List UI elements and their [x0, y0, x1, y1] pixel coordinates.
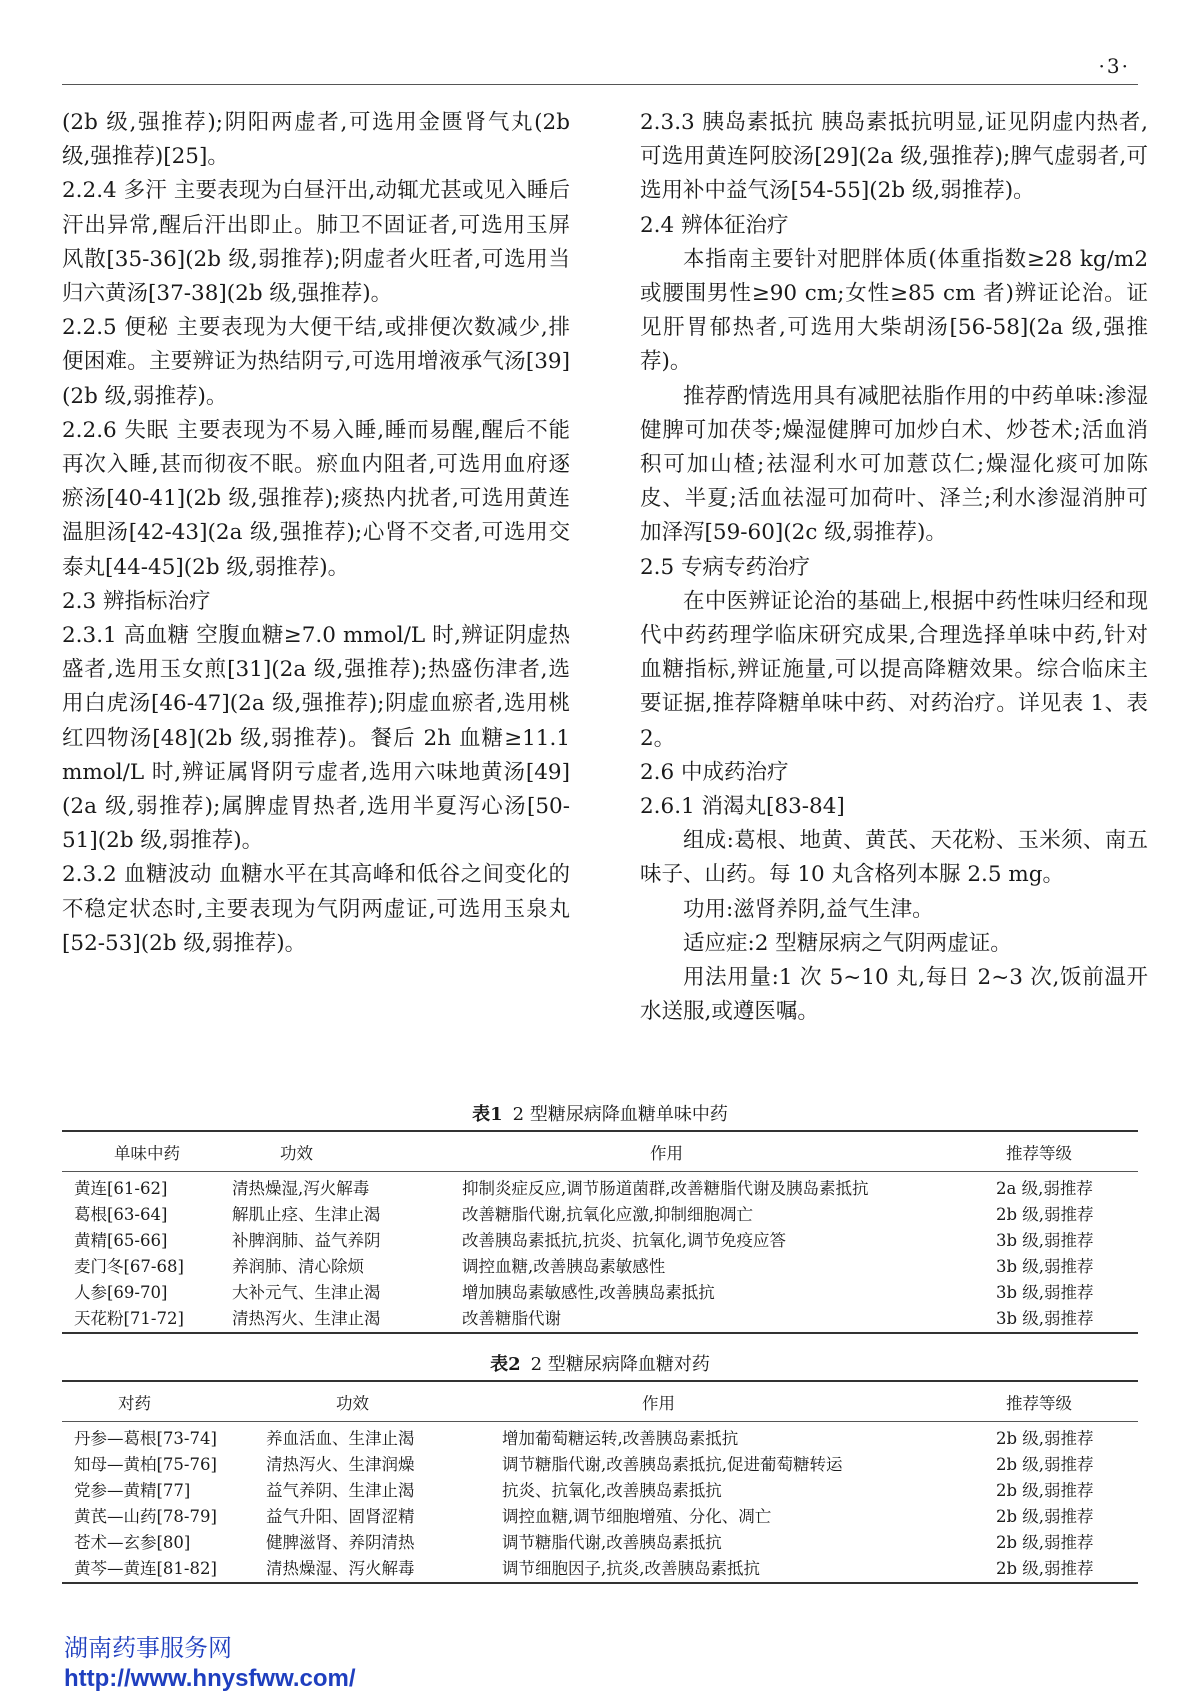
table-cell: 黄芪—山药[78-79]	[74, 1507, 217, 1526]
page-number: ·3·	[1098, 54, 1130, 78]
table-header: 单味中药	[62, 1131, 232, 1172]
table1-label: 表1	[472, 1104, 503, 1125]
table-cell: 大补元气、生津止渴	[232, 1283, 381, 1302]
left-column	[62, 106, 570, 961]
table-cell: 养血活血、生津止渴	[266, 1429, 415, 1448]
table-cell: 健脾滋肾、养阴清热	[266, 1533, 415, 1552]
table1-title: 2 型糖尿病降血糖单味中药	[512, 1104, 728, 1125]
table-header: 推荐等级	[962, 1131, 1138, 1172]
table-cell: 益气升阳、固肾涩精	[266, 1507, 415, 1526]
table-cell: 2b 级,弱推荐	[968, 1556, 1138, 1583]
paragraph: (2b 级,强推荐);阴阳两虚者,可选用金匮肾气丸(2b 级,强推荐)[25]。	[62, 110, 570, 170]
table-cell: 调控血糖,改善胰岛素敏感性	[462, 1257, 666, 1276]
table-cell: 知母—黄柏[75-76]	[74, 1455, 217, 1474]
section-2-3-1: 2.3.1 高血糖 空腹血糖≥7.0 mmol/L 时,辨证阴虚热盛者,选用玉女煎[31](2a 级,强推荐);热盛伤津者,选用白虎汤[46-47](2a 级,强推荐);阴虚血瘀者,选用桃红四物汤[48](2b 级,弱推荐)。餐后 2h 血糖≥11.1 mmol/L 时,辨证属肾阴亏虚者,选用六味地黄汤[49](2a 级,弱推荐);属脾虚胃热者,选用半夏泻心汤[50-51](2b 级,弱推荐)。	[62, 623, 570, 854]
table-cell: 养润肺、清心除烦	[232, 1257, 364, 1276]
table-row	[62, 1280, 1138, 1306]
table-cell: 调节糖脂代谢,改善胰岛素抵抗,促进葡萄糖转运	[502, 1455, 843, 1474]
table-cell: 改善糖脂代谢,抗氧化应激,抑制细胞凋亡	[462, 1205, 753, 1224]
section-heading-2-3: 2.3 辨指标治疗	[62, 588, 211, 614]
table-header: 对药	[62, 1381, 266, 1422]
table-cell: 2b 级,弱推荐	[996, 1481, 1094, 1500]
table-row	[62, 1254, 1138, 1280]
table-header: 功效	[232, 1131, 462, 1172]
paragraph: 本指南主要针对肥胖体质(体重指数≥28 kg/m2 或腰围男性≥90 cm;女性≥85 cm 者)辨证论治。证见肝胃郁热者,可选用大柴胡汤[56-58](2a 级,强推荐)。	[640, 246, 1148, 375]
table-cell: 天花粉[71-72]	[62, 1306, 232, 1333]
table-cell: 清热泻火、生津止渴	[232, 1306, 462, 1333]
section-2-2-5: 2.2.5 便秘 主要表现为大便干结,或排便次数减少,排便困难。主要辨证为热结阴亏,可选用增液承气汤[39](2b 级,弱推荐)。	[62, 315, 570, 409]
table-cell: 解肌止痉、生津止渴	[232, 1205, 381, 1224]
site-name: 湖南药事服务网	[64, 1634, 232, 1662]
table-cell: 苍术—玄参[80]	[74, 1533, 191, 1552]
table-row	[62, 1202, 1138, 1228]
table-cell: 增加胰岛素敏感性,改善胰岛素抵抗	[462, 1283, 715, 1302]
table-cell: 党参—黄精[77]	[74, 1481, 191, 1500]
paragraph: 组成:葛根、地黄、黄芪、天花粉、玉米须、南五味子、山药。每 10 丸含格列本脲 2.5 mg。	[640, 828, 1148, 888]
right-column	[640, 106, 1148, 1029]
table2-title: 2 型糖尿病降血糖对药	[530, 1354, 710, 1375]
table-row	[62, 1228, 1138, 1254]
table-cell: 黄精[65-66]	[74, 1231, 168, 1250]
table-cell: 抑制炎症反应,调节肠道菌群,改善糖脂代谢及胰岛素抵抗	[462, 1179, 869, 1198]
table-cell: 改善糖脂代谢	[462, 1306, 962, 1333]
table-row	[62, 1504, 1138, 1530]
table2-label: 表2	[490, 1354, 521, 1375]
table-cell: 抗炎、抗氧化,改善胰岛素抵抗	[502, 1481, 722, 1500]
table2	[62, 1380, 1138, 1584]
table-cell: 清热燥湿,泻火解毒	[232, 1179, 370, 1198]
section-2-6-1: 2.6.1 消渴丸[83-84]	[640, 794, 845, 820]
table-row	[62, 1478, 1138, 1504]
section-2-3-2: 2.3.2 血糖波动 血糖水平在其高峰和低谷之间变化的不稳定状态时,主要表现为气阴两虚证,可选用玉泉丸[52-53](2b 级,弱推荐)。	[62, 862, 570, 956]
table-cell: 改善胰岛素抵抗,抗炎、抗氧化,调节免疫应答	[462, 1231, 786, 1250]
section-2-2-6: 2.2.6 失眠 主要表现为不易入睡,睡而易醒,醒后不能再次入睡,甚而彻夜不眠。瘀血内阻者,可选用血府逐瘀汤[40-41](2b 级,强推荐);痰热内扰者,可选用黄连温胆汤[42-43](2a 级,强推荐);心肾不交者,可选用交泰丸[44-45](2b 级,弱推荐)。	[62, 417, 570, 580]
paragraph: 适应症:2 型糖尿病之气阴两虚证。	[683, 930, 1012, 956]
table-cell: 清热燥湿、泻火解毒	[266, 1556, 502, 1583]
table2-caption	[0, 1350, 1200, 1376]
table-cell: 黄连[61-62]	[74, 1179, 168, 1198]
table-header-row	[62, 1381, 1138, 1422]
table-cell: 葛根[63-64]	[74, 1205, 168, 1224]
table-cell: 2b 级,弱推荐	[996, 1507, 1094, 1526]
table-header: 推荐等级	[968, 1381, 1138, 1422]
table-cell: 2a 级,弱推荐	[996, 1179, 1093, 1198]
table-cell: 调节细胞因子,抗炎,改善胰岛素抵抗	[502, 1556, 968, 1583]
table-cell: 补脾润肺、益气养阴	[232, 1231, 381, 1250]
section-heading-2-6: 2.6 中成药治疗	[640, 759, 789, 785]
table-cell: 2b 级,弱推荐	[996, 1533, 1094, 1552]
paragraph: 用法用量:1 次 5~10 丸,每日 2~3 次,饭前温开水送服,或遵医嘱。	[640, 965, 1148, 1025]
table-row	[62, 1556, 1138, 1583]
table-header-row	[62, 1131, 1138, 1172]
table-cell: 麦门冬[67-68]	[74, 1257, 184, 1276]
table-cell: 调节糖脂代谢,改善胰岛素抵抗	[502, 1533, 722, 1552]
table-row	[62, 1306, 1138, 1333]
section-2-2-4: 2.2.4 多汗 主要表现为白昼汗出,动辄尤甚或见入睡后汗出异常,醒后汗出即止。肺卫不固证者,可选用玉屏风散[35-36](2b 级,弱推荐);阴虚者火旺者,可选用当归六黄汤[37-38](2b 级,强推荐)。	[62, 178, 570, 307]
table-cell: 增加葡萄糖运转,改善胰岛素抵抗	[502, 1429, 739, 1448]
table-cell: 人参[69-70]	[74, 1283, 168, 1302]
table1-caption	[0, 1100, 1200, 1126]
table-row	[62, 1422, 1138, 1453]
table-cell: 益气养阴、生津止渴	[266, 1481, 415, 1500]
table-cell: 3b 级,弱推荐	[962, 1306, 1138, 1333]
paragraph: 功用:滋肾养阴,益气生津。	[683, 896, 934, 922]
table-cell: 3b 级,弱推荐	[996, 1283, 1094, 1302]
table1	[62, 1130, 1138, 1334]
table-cell: 丹参—葛根[73-74]	[74, 1429, 217, 1448]
table-cell: 2b 级,弱推荐	[996, 1429, 1094, 1448]
watermark-footer	[64, 1628, 356, 1693]
table-header: 作用	[462, 1131, 962, 1172]
table-cell: 黄芩—黄连[81-82]	[62, 1556, 266, 1583]
section-2-3-3: 2.3.3 胰岛素抵抗 胰岛素抵抗明显,证见阴虚内热者,可选用黄连阿胶汤[29](2a 级,强推荐);脾气虚弱者,可选用补中益气汤[54-55](2b 级,弱推荐)。	[640, 110, 1148, 204]
table-header: 功效	[266, 1381, 502, 1422]
table-row	[62, 1530, 1138, 1556]
paragraph: 在中医辨证论治的基础上,根据中药性味归经和现代中药药理学临床研究成果,合理选择单味中药,针对血糖指标,辨证施量,可以提高降糖效果。综合临床主要证据,推荐降糖单味中药、对药治疗。详见表 1、表 2。	[640, 588, 1148, 751]
table-header: 作用	[502, 1381, 968, 1422]
table-cell: 2b 级,弱推荐	[996, 1455, 1094, 1474]
table-cell: 调控血糖,调节细胞增殖、分化、凋亡	[502, 1507, 772, 1526]
table-cell: 3b 级,弱推荐	[996, 1257, 1094, 1276]
table-cell: 3b 级,弱推荐	[996, 1231, 1094, 1250]
paragraph: 推荐酌情选用具有减肥祛脂作用的中药单味:渗湿健脾可加茯苓;燥湿健脾可加炒白术、炒苍术;活血消积可加山楂;祛湿利水可加薏苡仁;燥湿化痰可加陈皮、半夏;活血祛湿可加荷叶、泽兰;利水渗湿消肿可加泽泻[59-60](2c 级,弱推荐)。	[640, 383, 1148, 546]
table-cell: 2b 级,弱推荐	[996, 1205, 1094, 1224]
header-divider	[62, 84, 1138, 85]
section-heading-2-4: 2.4 辨体征治疗	[640, 212, 789, 238]
section-heading-2-5: 2.5 专病专药治疗	[640, 554, 811, 580]
table-cell: 清热泻火、生津润燥	[266, 1455, 415, 1474]
site-url[interactable]: http://www.hnysfww.com/	[64, 1665, 356, 1692]
table-row	[62, 1172, 1138, 1203]
table-row	[62, 1452, 1138, 1478]
